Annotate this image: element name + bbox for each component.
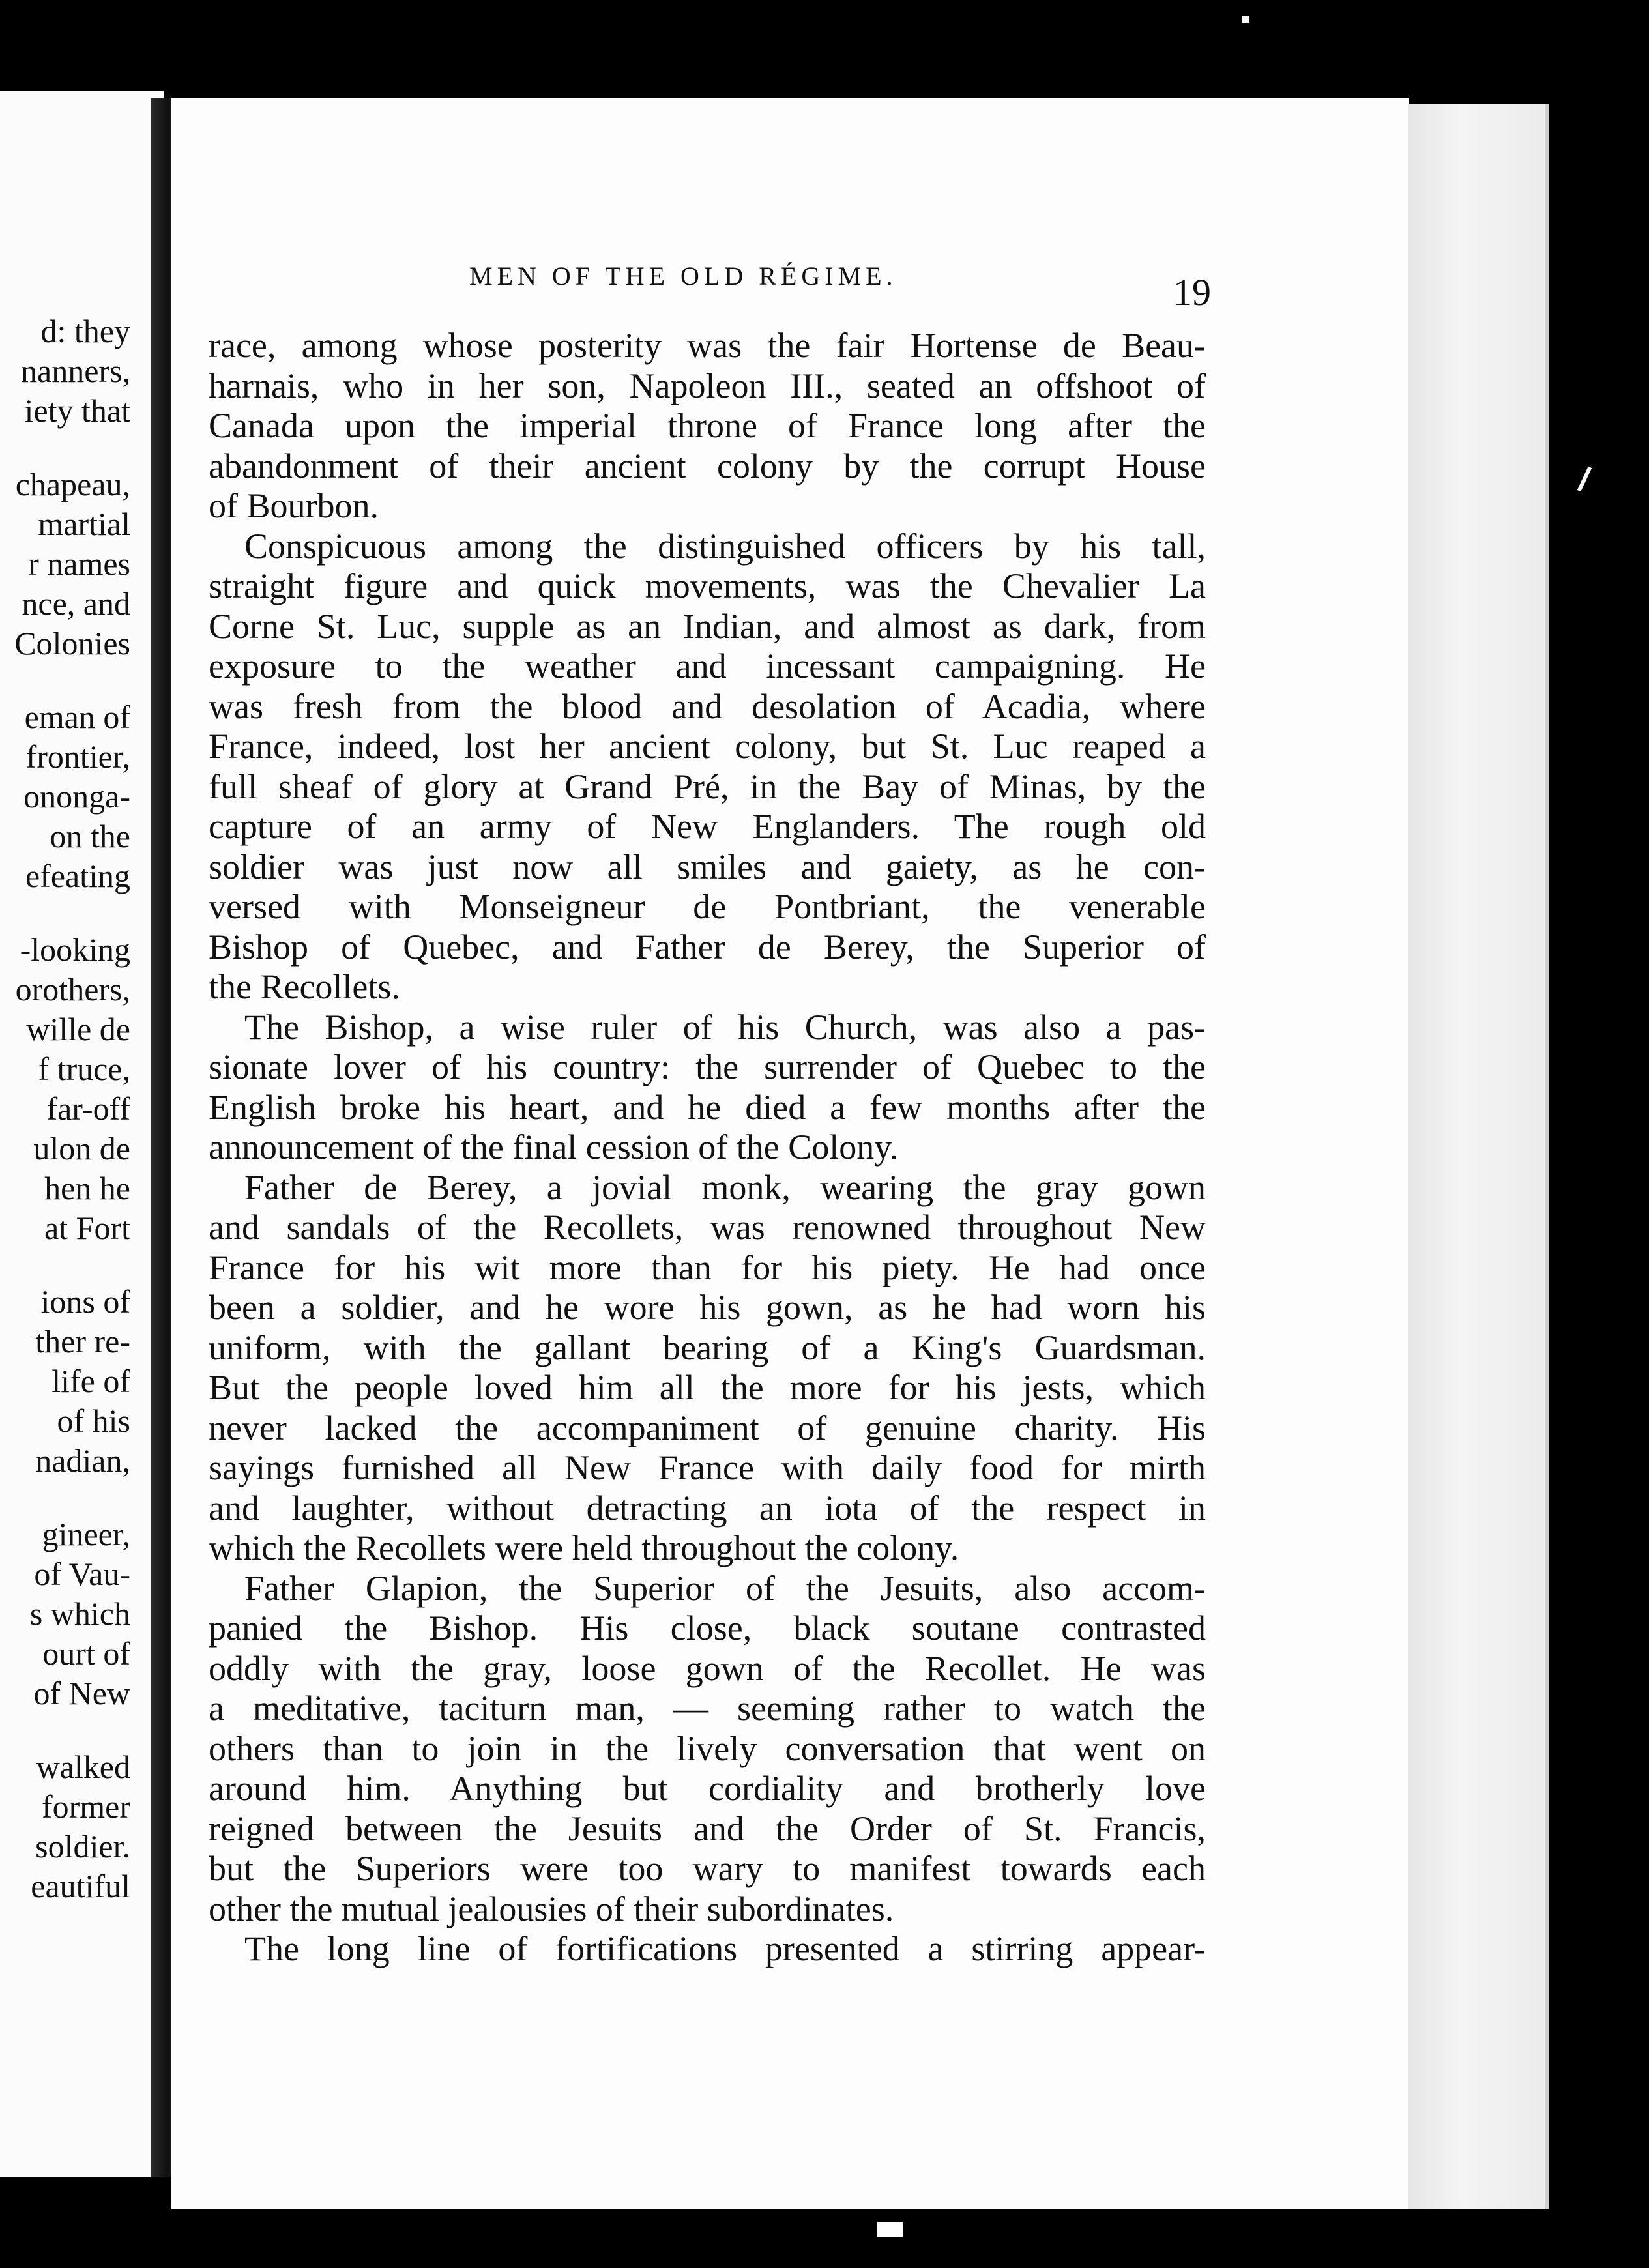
facing-page-line: ulon de	[33, 1130, 130, 1167]
text-line: the Recollets.	[209, 967, 400, 1006]
facing-page-line: eman of	[24, 699, 130, 735]
text-line: exposure to the weather and incessant campaigning. He	[209, 647, 1206, 686]
facing-page-gap	[14, 1713, 130, 1747]
text-line: Canada upon the imperial throne of France long after the	[209, 406, 1206, 445]
facing-page-line: eautiful	[31, 1868, 130, 1904]
text-line: panied the Bishop. His close, black soutane contrasted	[209, 1608, 1206, 1648]
facing-page-line: ions of	[40, 1283, 130, 1320]
facing-page-line: of New	[33, 1675, 130, 1711]
text-line: others than to join in the lively conversation that went on	[209, 1728, 1206, 1768]
facing-page-line: nce, and	[22, 585, 130, 622]
text-line: which the Recollets were held throughout the colony.	[209, 1528, 959, 1567]
facing-page-line: f truce,	[38, 1051, 130, 1087]
facing-page-line: of Vau-	[34, 1556, 130, 1592]
facing-page-line: martial	[38, 506, 130, 542]
facing-page-line: gineer,	[42, 1516, 130, 1552]
text-line: The Bishop, a wise ruler of his Church, was also a pas-	[244, 1007, 1206, 1047]
facing-page-text-fragments	[14, 312, 130, 1906]
text-line: Father de Berey, a jovial monk, wearing the gray gown	[244, 1167, 1206, 1207]
scan-speck	[877, 2222, 903, 2237]
facing-page-line: nanners,	[21, 353, 130, 389]
facing-page-line: efeating	[25, 858, 130, 894]
text-line: abandonment of their ancient colony by the corrupt House	[209, 446, 1206, 486]
text-line: sayings furnished all New France with daily food for mirth	[209, 1448, 1206, 1487]
text-line: English broke his heart, and he died a few months after the	[209, 1087, 1206, 1127]
text-line: The long line of fortifications presented a stirring appear-	[244, 1929, 1206, 1968]
facing-page-line: on the	[50, 818, 130, 854]
text-line: oddly with the gray, loose gown of the Recollet. He was	[209, 1648, 1206, 1688]
scan-speck	[1242, 16, 1249, 23]
text-line: full sheaf of glory at Grand Pré, in the Bay of Minas, by the	[209, 766, 1206, 806]
text-line: But the people loved him all the more for his jests, which	[209, 1368, 1206, 1407]
facing-page-line: iety that	[24, 392, 130, 429]
text-line: never lacked the accompaniment of genuine charity. His	[209, 1408, 1206, 1447]
text-line: a meditative, taciturn man, — seeming rather to watch the	[209, 1689, 1206, 1728]
facing-page-line: onongа-	[23, 778, 130, 815]
facing-page-line: far-off	[46, 1090, 130, 1127]
text-line: uniform, with the gallant bearing of a King's Guardsman.	[209, 1328, 1206, 1367]
text-line: but the Superiors were too wary to manifest towards each	[209, 1849, 1206, 1888]
facing-page-line: of his	[57, 1403, 130, 1439]
text-line: Corne St. Luc, supple as an Indian, and almost as dark, from	[209, 606, 1206, 646]
text-line: other the mutual jealousies of their subordinates.	[209, 1889, 894, 1928]
facing-page-line: Colonies	[14, 625, 130, 662]
facing-page-line: soldier.	[35, 1828, 130, 1865]
facing-page-line: chapeau,	[15, 466, 130, 502]
facing-page-line: former	[41, 1788, 130, 1825]
text-line: around him. Anything but cordiality and brotherly love	[209, 1769, 1206, 1808]
facing-page-line: s which	[29, 1595, 130, 1632]
text-line: Father Glapion, the Superior of the Jesuits, also accom-	[244, 1568, 1206, 1608]
text-line: France for his wit more than for his piety. He had once	[209, 1247, 1206, 1287]
text-line: announcement of the final cession of the Colony.	[209, 1127, 899, 1167]
facing-page-line: d: they	[40, 313, 130, 349]
facing-page-gap	[14, 896, 130, 930]
facing-page-line: walked	[36, 1749, 130, 1785]
facing-page-line: orothers,	[15, 971, 130, 1008]
running-head: MEN OF THE OLD RÉGIME.	[469, 261, 897, 291]
facing-page-gap	[14, 663, 130, 697]
facing-page-line: hen he	[44, 1170, 130, 1206]
facing-page-gap	[14, 1481, 130, 1515]
facing-page-gap	[14, 431, 130, 465]
text-line: France, indeed, lost her ancient colony, but St. Luc reaped a	[209, 727, 1206, 766]
text-line: race, among whose posterity was the fair Hortense de Beau-	[209, 326, 1206, 365]
text-line: straight figure and quick movements, was the Chevalier La	[209, 566, 1206, 605]
facing-page-line: ther re-	[35, 1323, 130, 1359]
text-line: and sandals of the Recollets, was renowned throughout New	[209, 1208, 1206, 1247]
facing-page-gap	[14, 1248, 130, 1282]
facing-page-line: wille de	[26, 1011, 130, 1047]
page-number: 19	[1173, 271, 1211, 313]
text-line: sionate lover of his country: the surrender of Quebec to the	[209, 1047, 1206, 1086]
text-line: been a soldier, and he wore his gown, as he had worn his	[209, 1288, 1206, 1327]
text-line: Bishop of Quebec, and Father de Berey, the Superior of	[209, 927, 1206, 967]
body-text	[209, 326, 1206, 1970]
page-edge-stack	[1408, 104, 1549, 2209]
text-line: harnais, who in her son, Napoleon III., seated an offshoot of	[209, 366, 1206, 405]
facing-page-line: nadian,	[35, 1442, 130, 1479]
text-line: reigned between the Jesuits and the Order of St. Francis,	[209, 1809, 1206, 1848]
text-line: capture of an army of New Englanders. The rough old	[209, 807, 1206, 846]
text-line: soldier was just now all smiles and gaiety, as he con-	[209, 847, 1206, 886]
facing-page-line: -looking	[20, 931, 130, 968]
facing-page-left	[0, 91, 164, 2177]
text-line: and laughter, without detracting an iota of the respect in	[209, 1488, 1206, 1528]
text-line: versed with Monseigneur de Pontbriant, the venerable	[209, 887, 1206, 926]
facing-page-line: r names	[28, 545, 130, 582]
text-line: Conspicuous among the distinguished officers by his tall,	[244, 526, 1206, 566]
facing-page-line: ourt of	[42, 1635, 130, 1672]
text-line: of Bourbon.	[209, 486, 379, 525]
facing-page-line: at Fort	[44, 1210, 130, 1246]
facing-page-line: frontier,	[25, 738, 130, 775]
text-line: was fresh from the blood and desolation of Acadia, where	[209, 686, 1206, 726]
facing-page-line: life of	[51, 1363, 130, 1399]
